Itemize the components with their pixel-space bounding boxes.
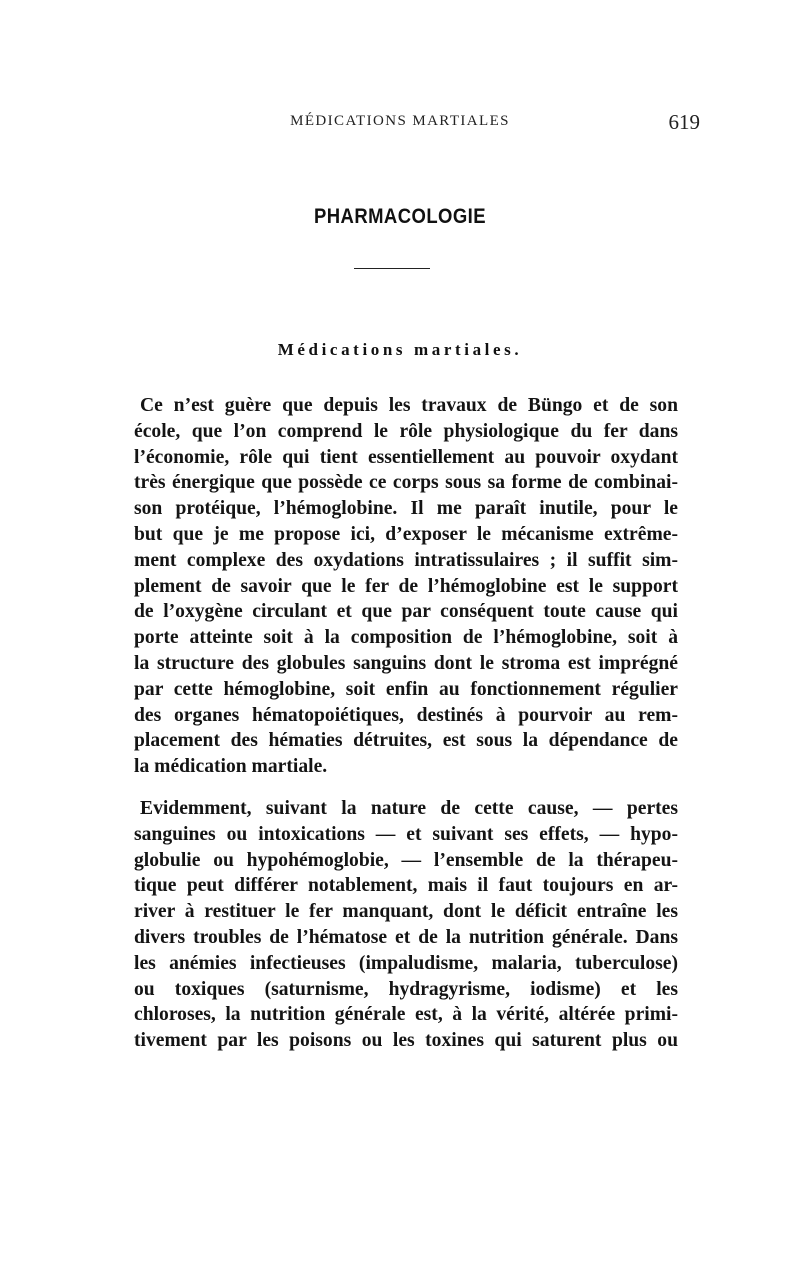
body-line: ment complexe des oxydations intratissulaires ; il suffit sim-	[134, 549, 678, 571]
body-line: tique peut différer notablement, mais il faut toujours en ar-	[134, 875, 678, 897]
paragraph-2	[134, 796, 678, 1054]
running-head	[100, 110, 700, 137]
body-line: sanguines ou intoxications — et suivant ses effets, — hypo-	[134, 823, 678, 845]
body-line: école, que l’on comprend le rôle physiologique du fer dans	[134, 420, 678, 442]
body-line: la structure des globules sanguins dont le stroma est imprégné	[134, 652, 678, 674]
section-subtitle: Médications martiales.	[277, 340, 523, 359]
body-line: globulie ou hypohémoglobie, — l’ensemble de la thérapeu-	[134, 849, 678, 871]
body-line: Evidemment, suivant la nature de cette cause, — pertes	[140, 797, 678, 819]
body-line: ou toxiques (saturnisme, hydragyrisme, iodisme) et les	[134, 978, 678, 1000]
title-rule	[354, 268, 430, 269]
body-line: Ce n’est guère que depuis les travaux de Büngo et de son	[140, 395, 678, 416]
body-line: plement de savoir que le fer de l’hémoglobine est le support	[134, 575, 678, 597]
body-line: les anémies infectieuses (impaludisme, malaria, tuberculose)	[134, 952, 678, 974]
body-line: très énergique que possède ce corps sous sa forme de combinai-	[134, 472, 678, 494]
body-line: placement des hématies détruites, est sous la dépendance de	[134, 730, 678, 752]
page-number: 619	[668, 110, 700, 134]
body-line: tivement par les poisons ou les toxines qui saturent plus ou	[134, 1030, 678, 1052]
body-line: but que je me propose ici, d’exposer le mécanisme extrême-	[134, 523, 678, 545]
body-text	[134, 393, 678, 1054]
body-line: des organes hématopoiétiques, destinés à pourvoir au rem-	[134, 704, 678, 726]
body-line: porte atteinte soit à la composition de l’hémoglobine, soit à	[134, 627, 678, 649]
body-line: de l’oxygène circulant et que par conséquent toute cause qui	[134, 601, 678, 623]
body-line: divers troubles de l’hématose et de la nutrition générale. Dans	[134, 926, 678, 948]
running-title: MÉDICATIONS MARTIALES	[290, 113, 510, 129]
body-line: la médication martiale.	[134, 756, 328, 778]
body-line: river à restituer le fer manquant, dont le déficit entraîne les	[134, 901, 678, 923]
paragraph-gap	[134, 780, 678, 796]
section-title: PHARMACOLOGIE	[313, 205, 487, 228]
body-line: l’économie, rôle qui tient essentiellement au pouvoir oxydant	[134, 446, 678, 468]
body-line: son protéique, l’hémoglobine. Il me paraît inutile, pour le	[134, 498, 678, 520]
body-line: par cette hémoglobine, soit enfin au fonctionnement régulier	[134, 678, 678, 700]
body-line: chloroses, la nutrition générale est, à la vérité, altérée primi-	[134, 1004, 678, 1026]
paragraph-1	[134, 393, 678, 780]
